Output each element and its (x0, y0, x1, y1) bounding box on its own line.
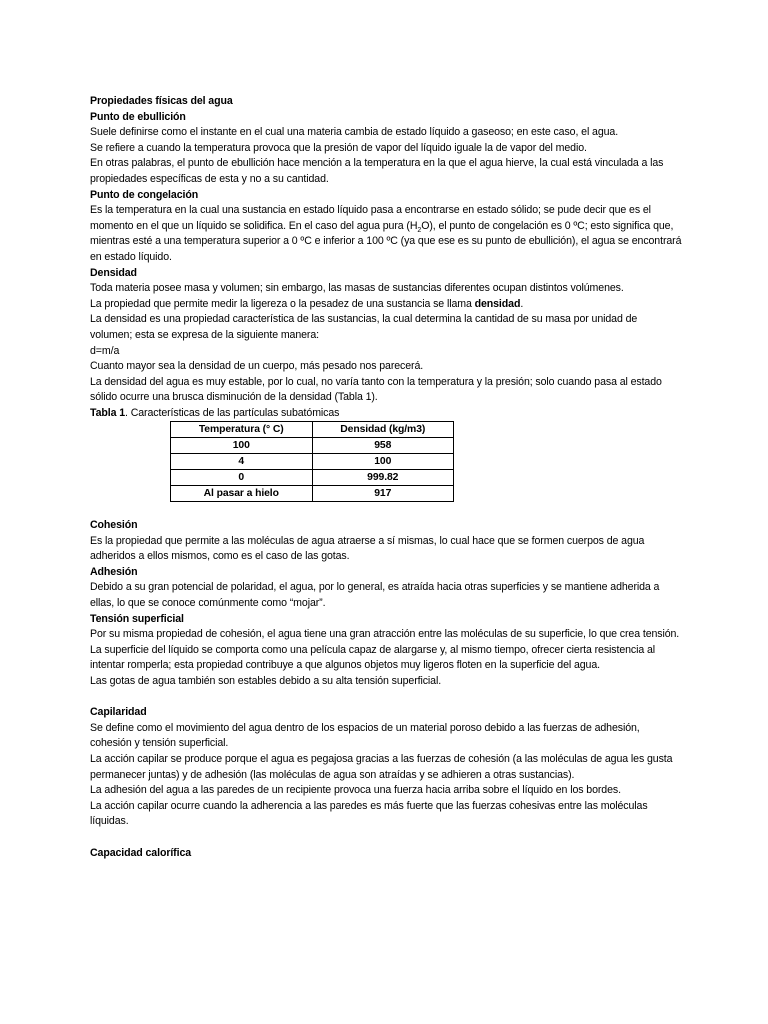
table-cell: 0 (171, 470, 313, 486)
spacer (90, 690, 682, 706)
paragraph: En otras palabras, el punto de ebullición hace mención a la temperatura en la que el agua hierve, la cual está vinculada a las propiedades específicas de esta y no a su cantidad. (90, 157, 664, 185)
text-run: O), el punto de congelación es 0 ºC; esto significa que, mientras esté a una temperatura superior a 0 ºC e inferior a 100 ºC (ya que ese es su punto de ebullición), el agua se encontrará en estado líquido. (90, 219, 682, 263)
text-run: Es la temperatura en la cual una sustancia en estado líquido pasa a encontrarse en estado sólido; se pude decir que es el momento en el que un líquido se solidifica. En el caso del agua pura (H (90, 204, 651, 232)
heading-cohesion: Cohesión (90, 519, 138, 532)
paragraph: Se refiere a cuando la temperatura provoca que la presión de vapor del líquido iguale la de vapor del medio. (90, 141, 587, 154)
paragraph: La adhesión del agua a las paredes de un recipiente provoca una fuerza hacia arriba sobre el líquido en los bordes. (90, 784, 621, 797)
paragraph: Debido a su gran potencial de polaridad, el agua, por lo general, es atraída hacia otras superficies y se mantiene adherida a ellas, lo que se conoce comúnmente como “mojar”. (90, 581, 660, 610)
table-cell: 999.82 (312, 470, 454, 486)
document-title: Propiedades físicas del agua (90, 95, 233, 107)
paragraph: Por su misma propiedad de cohesión, el agua tiene una gran atracción entre las moléculas de su superficie, lo que crea tensión. (90, 628, 680, 641)
paragraph: La densidad es una propiedad característica de las sustancias, la cual determina la cantidad de su masa por unidad de volumen; esta se expresa de la siguiente manera: (90, 313, 638, 341)
table-cell: 100 (171, 438, 313, 454)
table-header-row (171, 422, 454, 438)
table-row (171, 454, 454, 470)
formula: d=m/a (90, 344, 120, 357)
heading-adhesion: Adhesión (90, 565, 138, 578)
table-header-cell: Densidad (kg/m3) (312, 422, 454, 438)
table-cell: 917 (312, 486, 454, 502)
heading-ebullicion: Punto de ebullición (90, 110, 186, 123)
paragraph: Suele definirse como el instante en el cual una materia cambia de estado líquido a gaseoso; en este caso, el agua. (90, 126, 619, 139)
heading-tension: Tensión superficial (90, 612, 184, 625)
paragraph: Se define como el movimiento del agua dentro de los espacios de un material poroso debido a las fuerzas de adhesión, cohesión y tensión superficial. (90, 721, 640, 750)
text-run: La propiedad que permite medir la ligereza o la pesadez de una sustancia se llama (90, 297, 475, 310)
heading-capilaridad: Capilaridad (90, 706, 147, 719)
paragraph: La acción capilar se produce porque el agua es pegajosa gracias a las fuerzas de cohesión (a las moléculas de agua les gusta permanecer juntas) y de adhesión (las moléculas de agua son atraídas y se adhieren a otras sustancias). (90, 752, 673, 781)
paragraph: La densidad del agua es muy estable, por lo cual, no varía tanto con la temperatura y la presión; solo cuando pasa al estado sólido ocurre una brusca disminución de la densidad (Tabla 1). (90, 375, 662, 404)
heading-congelacion: Punto de congelación (90, 188, 199, 201)
emphasis-term: densidad (474, 297, 521, 310)
paragraph (90, 203, 682, 265)
spacer (90, 502, 682, 518)
heading-densidad: Densidad (90, 266, 137, 279)
table-cell: 4 (171, 454, 313, 470)
text-run: . (520, 297, 524, 310)
heading-calorifica: Capacidad calorífica (90, 846, 192, 859)
paragraph: Es la propiedad que permite a las moléculas de agua atraerse a sí mismas, lo cual hace que se formen cuerpos de agua adheridos a ellos mismos, como es el caso de las gotas. (90, 534, 645, 563)
table-cell: 100 (312, 454, 454, 470)
paragraph (90, 297, 682, 313)
table-row (171, 470, 454, 486)
table-row (171, 486, 454, 502)
table-caption-text: . Características de las partículas subatómicas (125, 406, 340, 419)
density-table (170, 421, 454, 502)
document-page (90, 94, 682, 861)
paragraph: Las gotas de agua también son estables debido a su alta tensión superficial. (90, 675, 442, 687)
table-header-cell: Temperatura (° C) (171, 422, 313, 438)
paragraph: Toda materia posee masa y volumen; sin embargo, las masas de sustancias diferentes ocupan distintos volúmenes. (90, 282, 624, 295)
paragraph: Cuanto mayor sea la densidad de un cuerpo, más pesado nos parecerá. (90, 360, 424, 373)
paragraph: La superficie del líquido se comporta como una película capaz de alargarse y, al mismo tiempo, ofrecer cierta resistencia al intentar romperla; esta propiedad contribuye a que algunos objetos muy ligeros floten en la superficie del agua. (90, 643, 656, 672)
table-row (171, 438, 454, 454)
table-cell: Al pasar a hielo (171, 486, 313, 502)
spacer (90, 830, 682, 846)
subscript: 2 (417, 226, 422, 234)
table-cell: 958 (312, 438, 454, 454)
table-caption-label: Tabla 1 (90, 406, 126, 419)
paragraph: La acción capilar ocurre cuando la adherencia a las paredes es más fuerte que las fuerzas cohesivas entre las moléculas líquidas. (90, 799, 648, 828)
table-caption (90, 406, 682, 422)
